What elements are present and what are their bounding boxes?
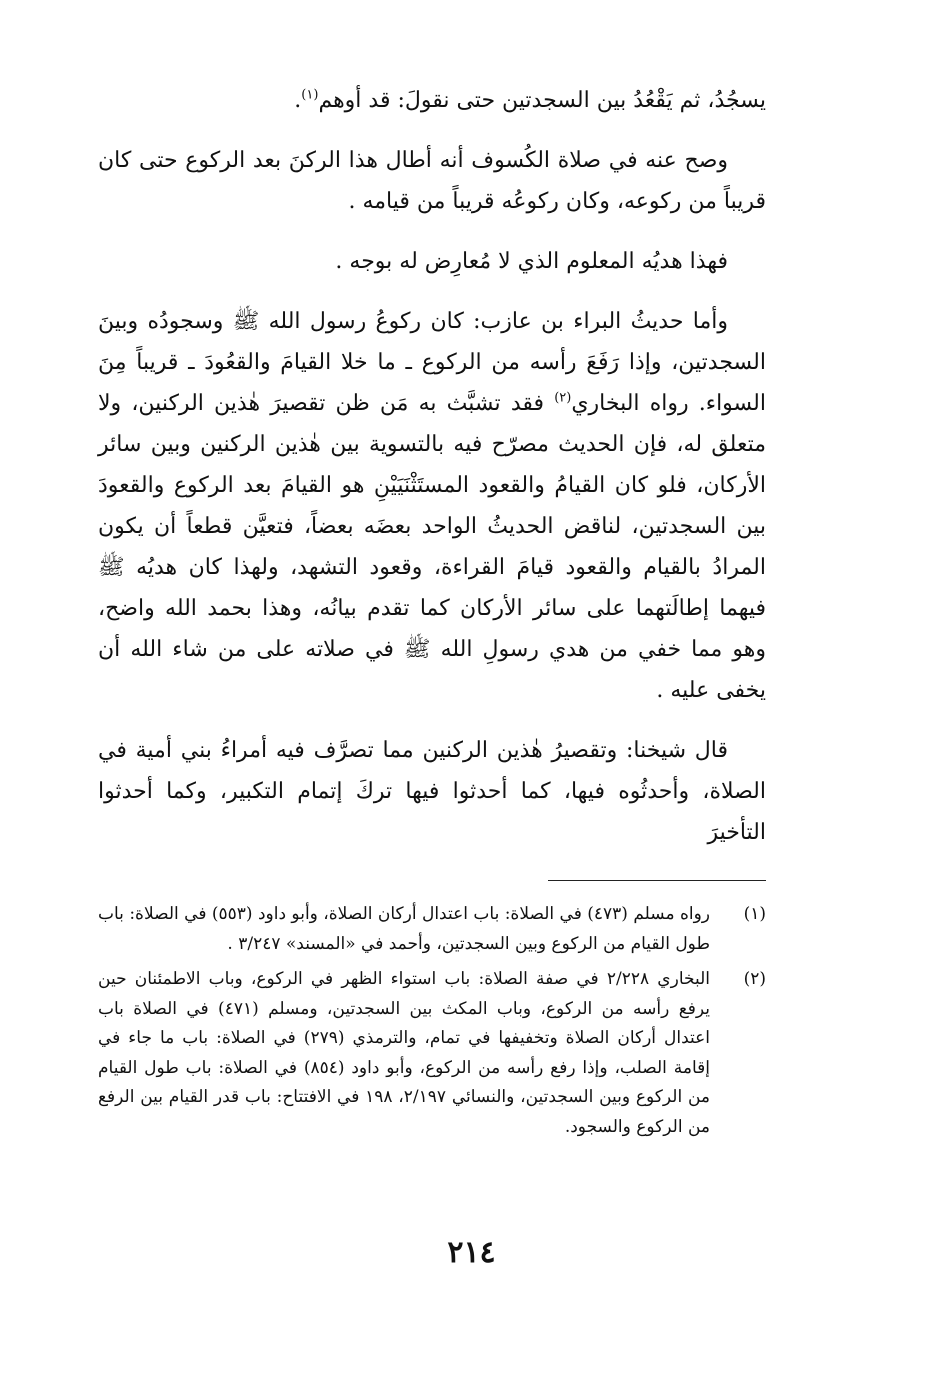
paragraph-4 — [98, 301, 766, 711]
page-number: ٢١٤ — [447, 1235, 496, 1270]
paragraph-3: فهذا هديُه المعلوم الذي لا مُعارِض له بوجه . — [335, 249, 728, 274]
footnote-1-number: (١) — [743, 904, 766, 924]
paragraph-5: قال شيخنا: وتقصيرُ هٰذين الركنين مما تصرَّف فيه أمراءُ بني أمية في الصلاة، وأحدثُوه فيها، كما أحدثوا فيها تركَ إتمام التكبير، وكما أحدثوا التأخيرَ — [98, 738, 766, 845]
footnote-2-text: البخاري ٢/٢٢٨ في صفة الصلاة: باب استواء الظهر في الركوع، وباب الاطمئنان حين يرفع رأسه من الركوع، وباب المكث بين السجدتين، ومسلم (٤٧١) في الصلاة باب اعتدال أركان الصلاة وتخفيفها في تمام، والترمذي (٢٧٩) في الصلاة: باب ما جاء في إقامة الصلب، وإذا رفع رأسه من الركوع، وأبو داود (٨٥٤) في الصلاة: باب طول القيام من الركوع وبين السجدتين، والنسائي ٢/١٩٧، ١٩٨ في الافتتاح: باب قدر القيام بين الرفع من الركوع والسجود. — [98, 969, 711, 1137]
paragraph-4-tail: فقد تشبَّث به مَن ظن تقصيرَ هٰذين الركنين، ولا متعلق له، فإن الحديث مصرّح فيه بالتسوية بين هٰذين الركنين وبين سائر الأركان، فلو كان القيامُ والقعود المستَثْنَيَيْنِ هو القيامَ بعد الركوع والقعودَ بين السجدتين، لناقض الحديثُ الواحد بعضَه بعضاً، فتعيَّن قطعاً أن يكون المرادُ بالقيام والقعود قيامَ القراءة، وقعود التشهد، ولهذا كان هديُه ﷺ فيهما إطالَتهما على سائر الأركان كما تقدم بيانُه، وهذا بحمد الله واضح، وهو مما خفي من هدي رسولِ الله ﷺ في صلاته على من شاء الله أن يخفى عليه . — [98, 391, 766, 703]
footnote-ref-2: (٢) — [554, 390, 572, 406]
footnote-1 — [98, 900, 766, 959]
paragraph-1 — [98, 80, 766, 121]
footnote-divider — [548, 880, 766, 881]
footnote-ref-1: (١) — [301, 87, 319, 103]
footnote-2-number: (٢) — [743, 969, 766, 989]
paragraph-4-text: وأما حديثُ البراء بن عازب: كان ركوعُ رسول الله ﷺ وسجودُه وبينَ السجدتين، وإذا رَفَعَ رأسه من الركوع ـ ما خلا القيامَ والقعُودَ ـ قريباً مِنَ السواء. رواه البخاري — [98, 309, 766, 416]
main-text — [98, 80, 766, 872]
footnote-1-text: رواه مسلم (٤٧٣) في الصلاة: باب اعتدال أركان الصلاة، وأبو داود (٥٥٣) في الصلاة: باب طول القيام من الركوع وبين السجدتين، وأحمد في «المسند» ٣/٢٤٧ . — [98, 904, 711, 954]
paragraph-1-text: يسجُدُ، ثم يَقْعُدُ بين السجدتين حتى نقولَ: قد أوهم — [318, 88, 766, 113]
footnote-2 — [98, 965, 766, 1142]
footnotes — [98, 900, 766, 1148]
paragraph-1-tail: . — [294, 88, 302, 113]
paragraph-2: وصح عنه في صلاة الكُسوف أنه أطال هذا الركنَ بعد الركوع حتى كان قريباً من ركوعه، وكان ركوعُه قريباً من قيامه . — [98, 148, 766, 214]
